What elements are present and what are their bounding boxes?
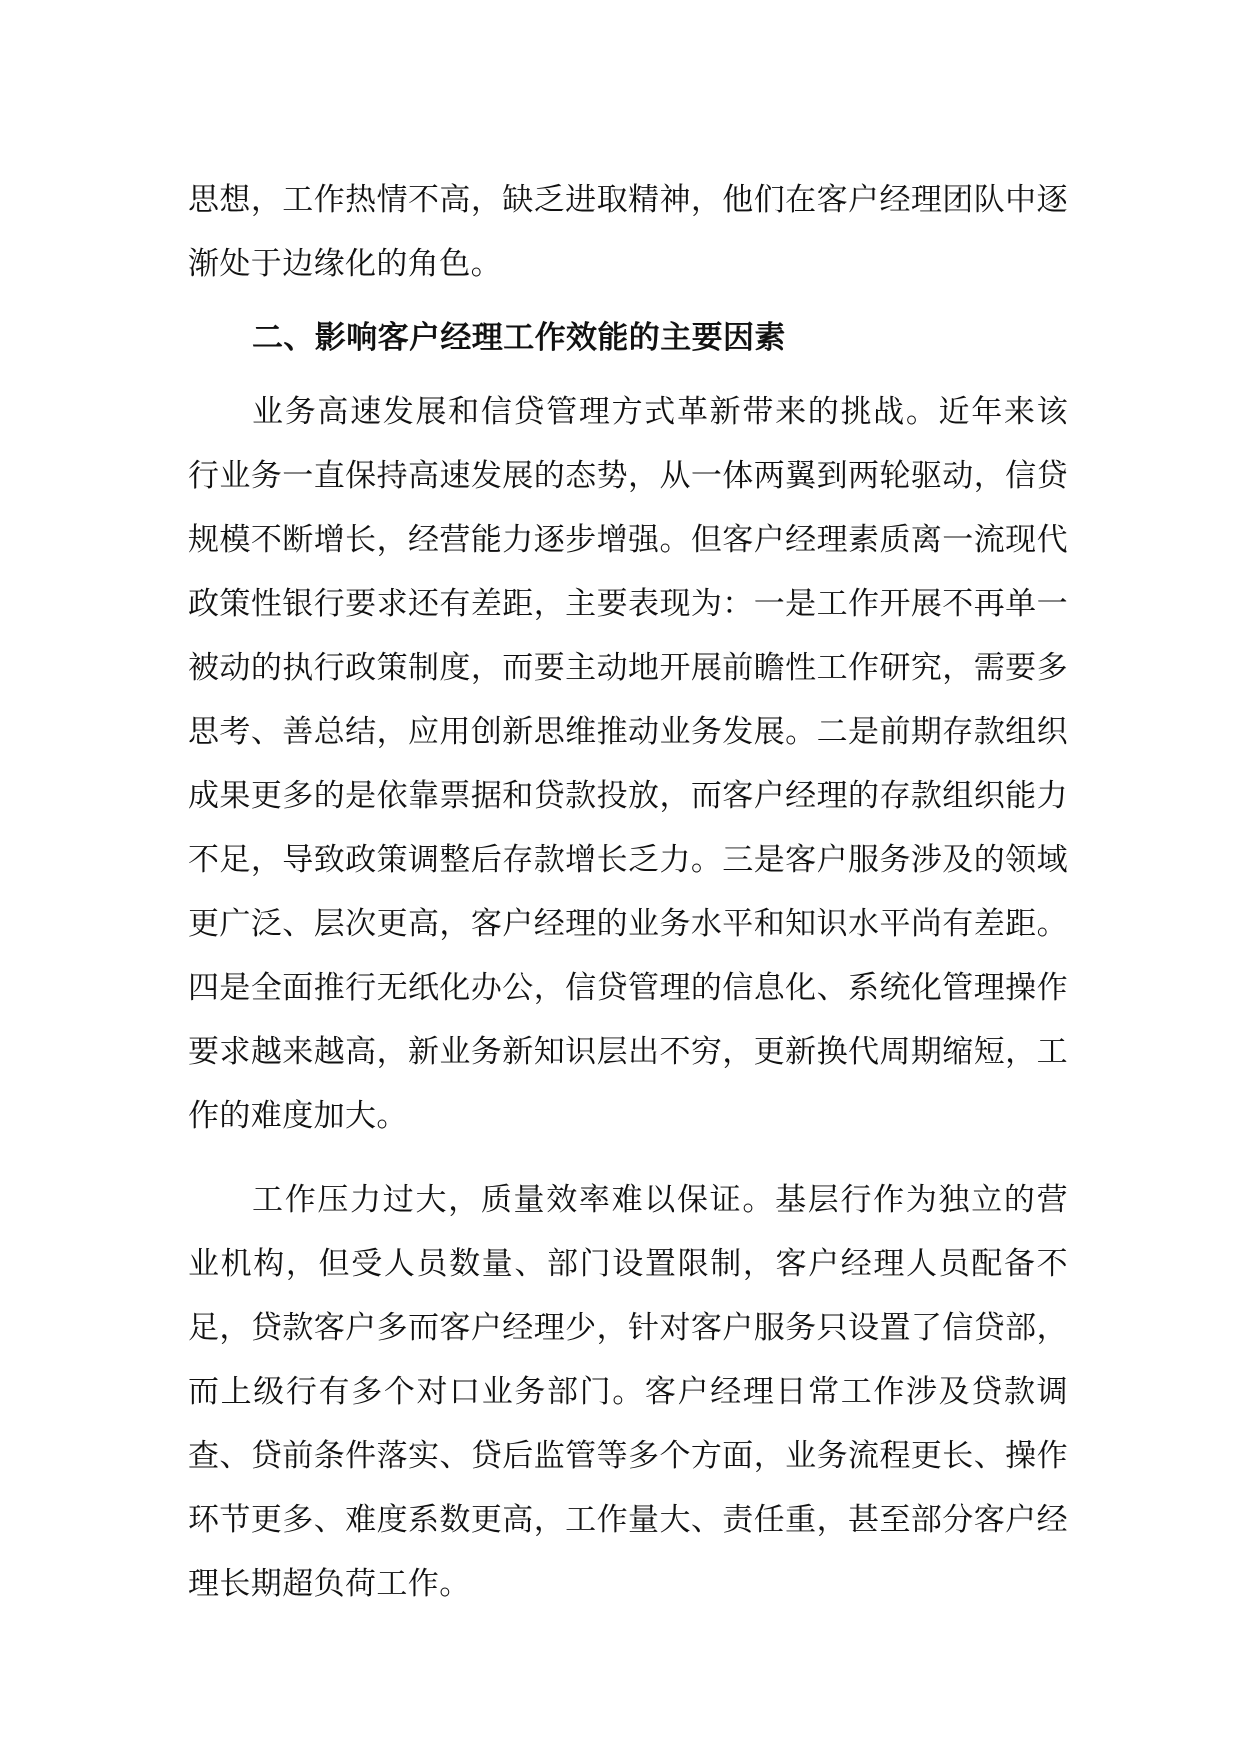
paragraph-continuation: 思想，工作热情不高，缺乏进取精神，他们在客户经理团队中逐渐处于边缘化的角色。 [188, 182, 1068, 282]
document-body [188, 168, 1068, 1616]
section-heading: 二、影响客户经理工作效能的主要因素 [252, 320, 786, 356]
paragraph-challenges: 业务高速发展和信贷管理方式革新带来的挑战。近年来该行业务一直保持高速发展的态势，从一体两翼到两轮驱动，信贷规模不断增长，经营能力逐步增强。但客户经理素质离一流现代政策性银行要求还有差距，主要表现为：一是工作开展不再单一被动的执行政策制度，而要主动地开展前瞻性工作研究，需要多思考、善总结，应用创新思维推动业务发展。二是前期存款组织成果更多的是依靠票据和贷款投放，而客户经理的存款组织能力不足，导致政策调整后存款增长乏力。三是客户服务涉及的领域更广泛、层次更高，客户经理的业务水平和知识水平尚有差距。四是全面推行无纸化办公，信贷管理的信息化、系统化管理操作要求越来越高，新业务新知识层出不穷，更新换代周期缩短，工作的难度加大。 [188, 394, 1068, 1134]
spacer [188, 1148, 1068, 1168]
paragraph-workload: 工作压力过大，质量效率难以保证。基层行作为独立的营业机构，但受人员数量、部门设置限制，客户经理人员配备不足，贷款客户多而客户经理少，针对客户服务只设置了信贷部，而上级行有多个对口业务部门。客户经理日常工作涉及贷款调查、贷前条件落实、贷后监管等多个方面，业务流程更长、操作环节更多、难度系数更高，工作量大、责任重，甚至部分客户经理长期超负荷工作。 [188, 1182, 1068, 1602]
spacer [188, 296, 1068, 306]
spacer [188, 370, 1068, 380]
